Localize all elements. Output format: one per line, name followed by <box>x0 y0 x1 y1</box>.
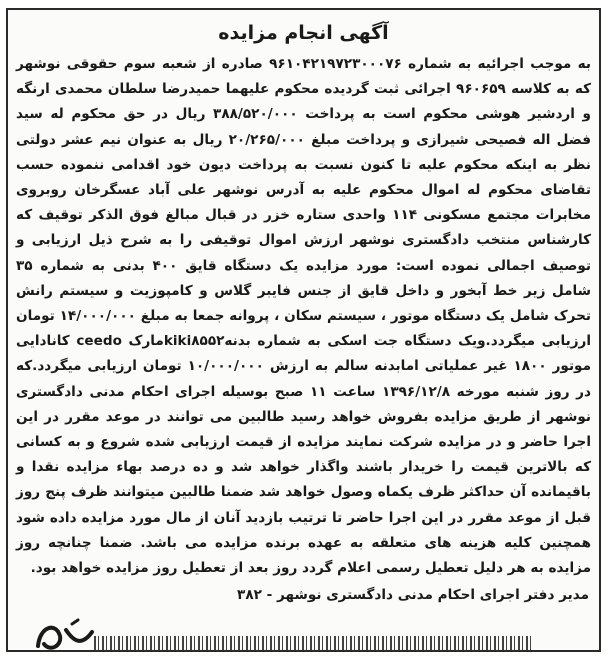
notice-title: آگهی انجام مزایده <box>218 22 389 44</box>
auction-notice <box>6 8 601 652</box>
barcode-strip <box>94 636 534 650</box>
notice-body: به موجب اجرائیه به شماره ۹۶۱۰۴۲۱۹۷۲۳۰۰۰۷۶ صادره از شعبه سوم حقوقی نوشهر که به کلاسه ۹۶۰۶۵۹ اجرائی ثبت گردیده محکوم علیهما حمیدرضا سلطان محمدی ارنگه و اردشیر هوشی محکوم است به پرداخت ۳۸۸/۵۲۰/۰۰۰ ریال در حق محکوم له سید فضل اله فصیحی شیرازی و پرداخت مبلغ ۲۰/۲۶۵/۰۰۰ ریال به عنوان نیم عشر دولتی نظر به اینکه محکوم علیه تا کنون نسبت به پرداخت دیون خود اقدامی ننموده حسب تقاضای محکوم له اموال محکوم علیه به آدرس نوشهر علی آباد عسگرخان روبروی مخابرات مجتمع مسکونی ۱۱۴ واحدی ستاره خزر در قبال مبالغ فوق الذکر توقیف که کارشناس منتخب دادگستری نوشهر ارزش اموال توقیفی را به شرح ذیل ارزیابی و توصیف اجمالی نموده است: مورد مزایده یک دستگاه قایق ۴۰۰ بدنی به شماره ۳۵ شامل زیر خط آبخور و داخل قایق از جنس فایبر گلاس و کامپوزیت و سیستم رانش تحرک شامل یک دستگاه موتور ، سیستم سکان ، پروانه جمعا به مبلغ ۱۴/۰۰۰/۰۰۰ تومان ارزیابی میگردد.ویک دستگاه جت اسکی به شماره بدنهkiki۸۵۵۲مارک ceedo کانادایی موتور ۱۸۰۰ غیر عملیاتی امابدنه سالم به ارزش ۱۰/۰۰۰/۰۰۰ تومان ارزیابی میگردد.که در روز شنبه مورخه ۱۳۹۶/۱۲/۸ ساعت ۱۱ صبح بوسیله اجرای احکام مدنی دادگستری نوشهر از طریق مزایده بفروش خواهد رسید طالبین می توانند در موعد مقرر در این اجرا حاضر و در مزایده شرکت نمایند مزایده از قیمت ارزیابی شده شروع و به کسانی که بالاترین قیمت را خریدار باشند واگذار خواهد شد و ده درصد بهاء مزایده نقدا و باقیمانده آن حداکثر ظرف یکماه وصول خواهد شد ضمنا طالبین میتوانند ظرف پنج روز قبل از موعد مقرر در این اجرا حاضر تا ترتیب بازدید آنان از مال مورد مزایده داده شود همچنین کلیه هزینه های متعلقه به عهده برنده مزایده می باشد. ضمنا چنانچه روز مزایده به هر دلیل تعطیل رسمی اعلام گردد روز بعد از تعطیل روز مزایده خواهد بود. <box>16 56 592 577</box>
notice-signature: مدیر دفتر اجرای احکام مدنی دادگستری نوشهر - ۳۸۲ <box>237 587 589 604</box>
handwritten-stamp-mark <box>30 616 100 652</box>
